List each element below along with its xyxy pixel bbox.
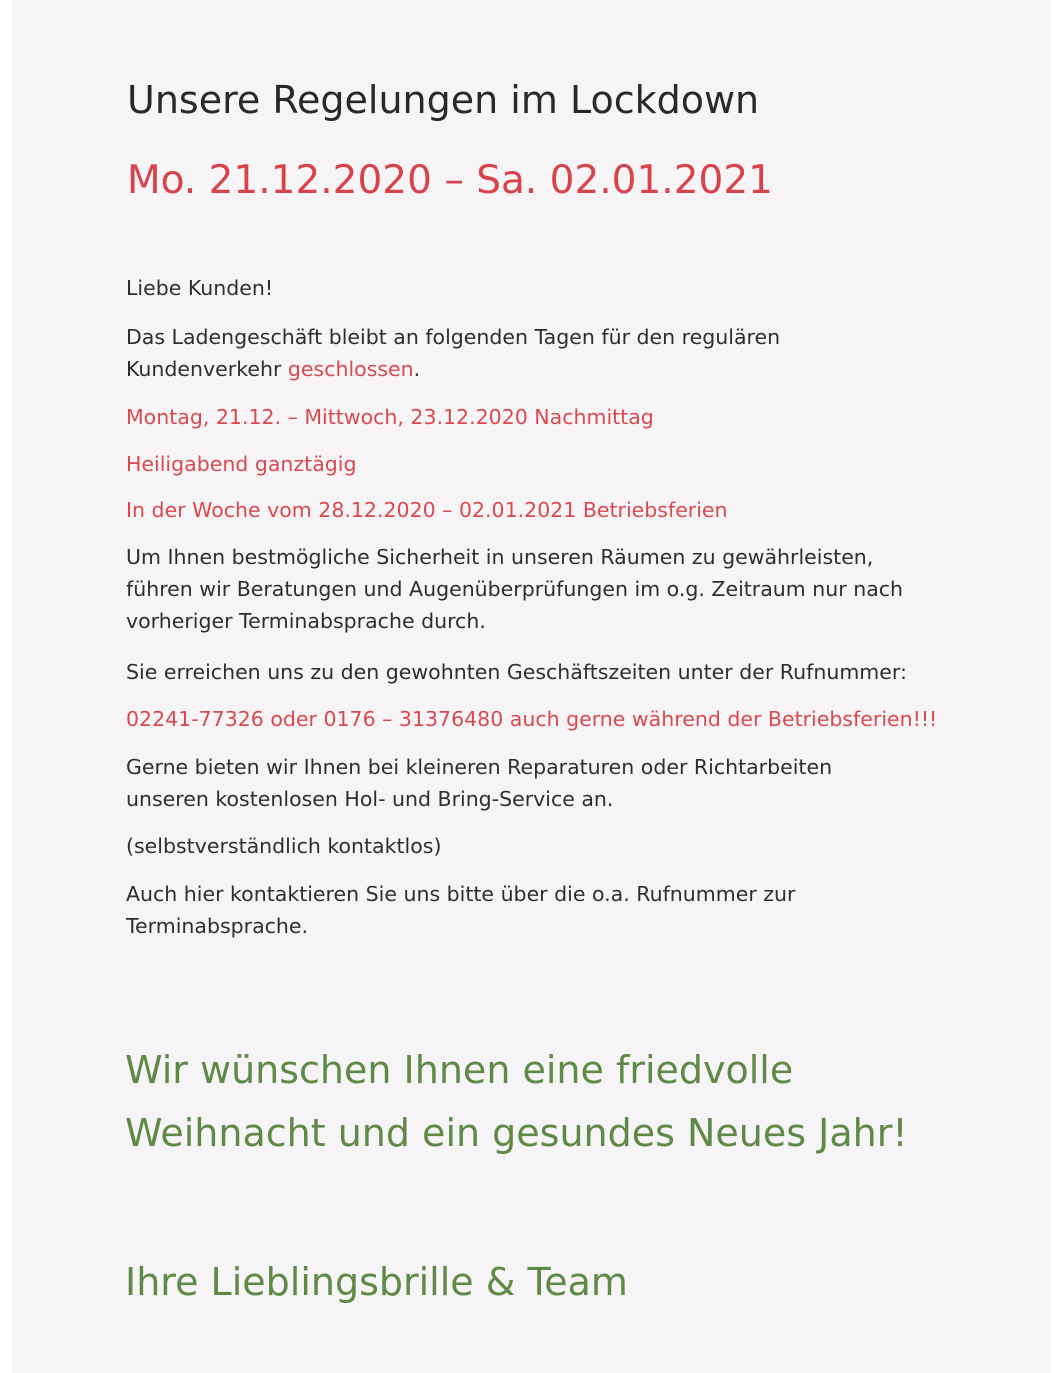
safety-line-3: vorheriger Terminabsprache durch. [126, 609, 486, 633]
closure-line-2-suffix: . [413, 357, 421, 381]
reach-us-line: Sie erreichen uns zu den gewohnten Geschäftszeiten unter der Rufnummer: [126, 660, 907, 684]
closure-date-2: Heiligabend ganztägig [126, 452, 357, 476]
signature: Ihre Lieblingsbrille & Team [125, 1260, 628, 1304]
closure-paragraph [126, 321, 946, 385]
closure-date-1: Montag, 21.12. – Mittwoch, 23.12.2020 Nachmittag [126, 405, 654, 429]
closure-line-2-prefix: Kundenverkehr [126, 357, 288, 381]
closure-line-2 [126, 353, 946, 385]
closure-line-1: Das Ladengeschäft bleibt an folgenden Tagen für den regulären [126, 325, 781, 349]
date-range-heading: Mo. 21.12.2020 – Sa. 02.01.2021 [127, 158, 773, 203]
page-title: Unsere Regelungen im Lockdown [127, 78, 760, 122]
wish-line-1: Wir wünschen Ihnen eine friedvolle [125, 1048, 794, 1092]
safety-line-2: führen wir Beratungen und Augenüberprüfungen im o.g. Zeitraum nur nach [126, 577, 904, 601]
service-line-2: unseren kostenlosen Hol- und Bring-Service an. [126, 787, 614, 811]
contact-paragraph [126, 878, 946, 942]
contact-line-1: Auch hier kontaktieren Sie uns bitte über die o.a. Rufnummer zur [126, 882, 796, 906]
closed-highlight: geschlossen [287, 357, 414, 381]
service-paragraph [126, 751, 946, 815]
closure-date-3: In der Woche vom 28.12.2020 – 02.01.2021 Betriebsferien [126, 498, 728, 522]
phone-line: 02241-77326 oder 0176 – 31376480 auch gerne während der Betriebsferien!!! [126, 707, 938, 731]
contactless-note: (selbstverständlich kontaktlos) [126, 834, 442, 858]
wish-line-2: Weihnacht und ein gesundes Neues Jahr! [125, 1111, 908, 1155]
service-line-1: Gerne bieten wir Ihnen bei kleineren Reparaturen oder Richtarbeiten [126, 755, 833, 779]
safety-line-1: Um Ihnen bestmögliche Sicherheit in unseren Räumen zu gewährleisten, [126, 545, 874, 569]
contact-line-2: Terminabsprache. [126, 914, 309, 938]
page-edge-right [1050, 0, 1056, 1373]
safety-paragraph [126, 541, 946, 637]
page-edge-left [0, 0, 12, 1373]
greeting: Liebe Kunden! [126, 276, 274, 300]
